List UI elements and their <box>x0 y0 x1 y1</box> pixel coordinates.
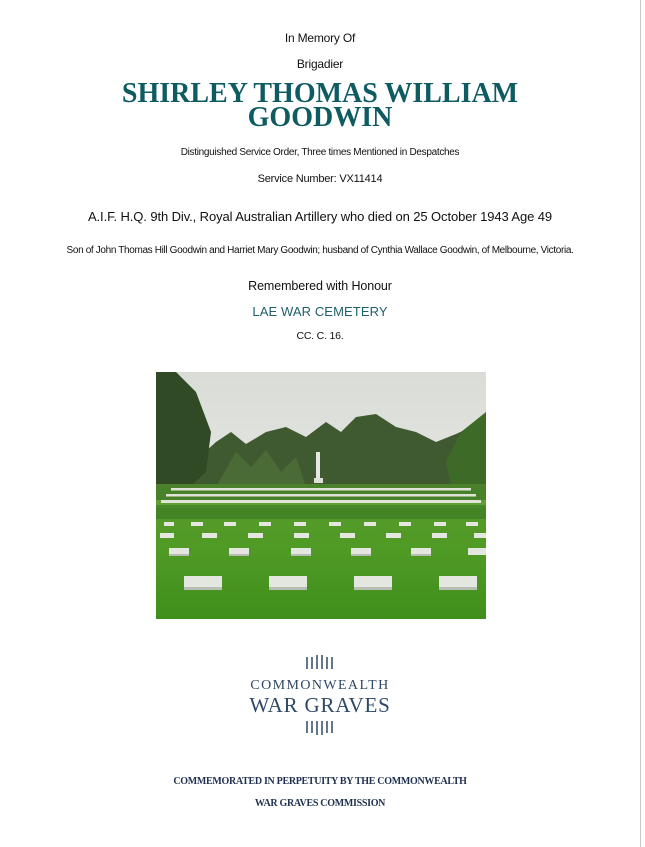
rank-label: Brigadier <box>296 57 344 71</box>
cemetery-name: LAE WAR CEMETERY <box>252 304 388 319</box>
footer-line-2: WAR GRAVES COMMISSION <box>254 798 386 809</box>
service-number: Service Number: VX11414 <box>257 173 383 185</box>
logo-text-war-graves: WAR GRAVES <box>249 693 391 717</box>
remembered-with-honour: Remembered with Honour <box>248 279 392 293</box>
cemetery-photo <box>156 372 486 619</box>
footer-line-1: COMMEMORATED IN PERPETUITY BY THE COMMONWEALTH <box>173 776 467 787</box>
casualty-name-line2: GOODWIN <box>247 102 393 133</box>
logo-bars-top-icon <box>305 655 335 669</box>
honours-text: Distinguished Service Order, Three times Mentioned in Despatches <box>180 147 460 158</box>
cwgc-logo <box>240 652 400 742</box>
casualty-name-line1: SHIRLEY THOMAS WILLIAM <box>121 78 519 109</box>
casualty-name <box>0 78 640 133</box>
grave-reference: CC. C. 16. <box>296 330 344 342</box>
in-memory-of-label: In Memory Of <box>284 31 356 45</box>
logo-bars-bottom-icon <box>305 721 335 735</box>
logo-text-commonwealth: COMMONWEALTH <box>250 678 390 693</box>
unit-and-death-details: A.I.F. H.Q. 9th Div., Royal Australian Artillery who died on 25 October 1943 Age 49 <box>87 209 553 224</box>
page-edge-rule <box>640 0 641 847</box>
family-details: Son of John Thomas Hill Goodwin and Harriet Mary Goodwin; husband of Cynthia Wallace Goodwin, of Melbourne, Victoria. <box>66 245 574 256</box>
